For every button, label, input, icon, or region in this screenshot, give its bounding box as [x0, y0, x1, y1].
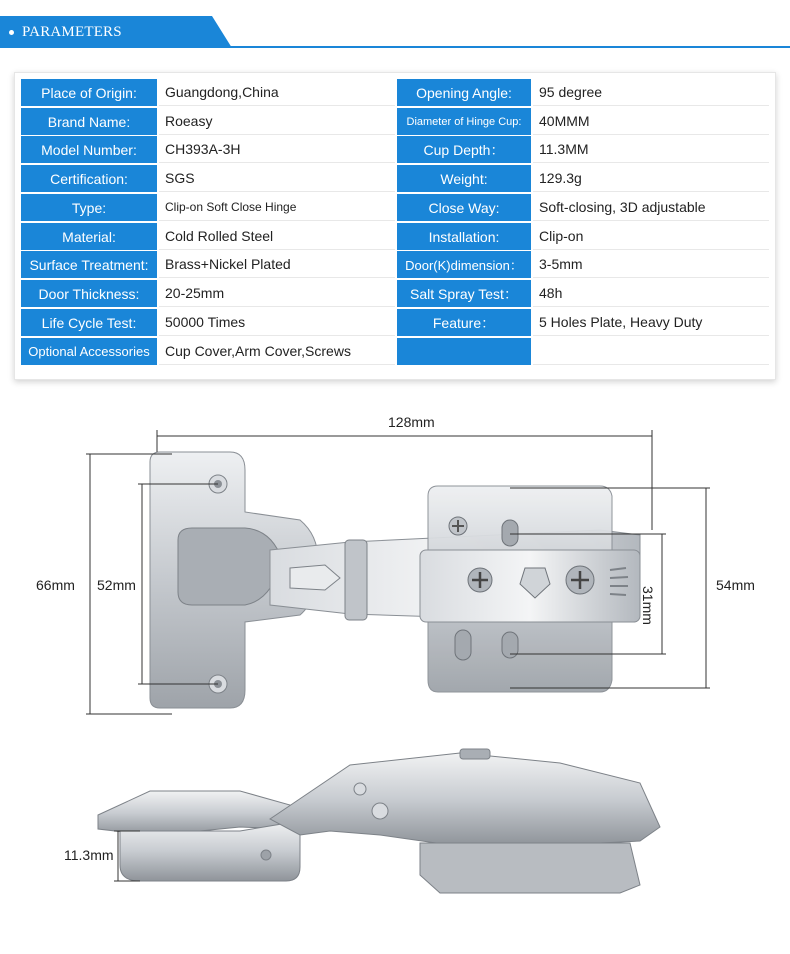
param-label: Material:: [21, 223, 157, 250]
param-label: Type:: [21, 194, 157, 221]
dimension-height-label: 66mm: [36, 577, 75, 593]
param-value: 5 Holes Plate, Heavy Duty: [533, 309, 769, 336]
param-label: Optional Accessories: [21, 338, 157, 365]
param-value: Clip-on: [533, 223, 769, 250]
param-value: Guangdong,China: [159, 79, 395, 106]
header-underline: [0, 46, 790, 48]
dimension-hole-spacing-label: 52mm: [97, 577, 136, 593]
param-label-empty: [397, 338, 531, 365]
param-label: Surface Treatment:: [21, 251, 157, 278]
param-value: 95 degree: [533, 79, 769, 106]
param-label: Opening Angle:: [397, 79, 531, 106]
param-label: Close Way:: [397, 194, 531, 221]
param-value: Cold Rolled Steel: [159, 223, 395, 250]
param-label: Place of Origin:: [21, 79, 157, 106]
param-value: 40MMM: [533, 108, 769, 135]
param-value: 11.3MM: [533, 136, 769, 163]
param-label: Certification:: [21, 165, 157, 192]
table-row: [21, 108, 769, 135]
param-label: Door Thickness:: [21, 280, 157, 307]
param-label: Brand Name:: [21, 108, 157, 135]
table-row: [21, 251, 769, 278]
table-row: [21, 338, 769, 365]
param-label: Salt Spray Test：: [397, 280, 531, 307]
hinge-side-view: [0, 735, 790, 949]
param-value: 20-25mm: [159, 280, 395, 307]
param-value: 129.3g: [533, 165, 769, 192]
param-value: Clip-on Soft Close Hinge: [159, 194, 395, 221]
table-row: [21, 194, 769, 221]
param-value: Soft-closing, 3D adjustable: [533, 194, 769, 221]
param-value: 3-5mm: [533, 251, 769, 278]
param-value: SGS: [159, 165, 395, 192]
param-label: Installation:: [397, 223, 531, 250]
param-label: Model Number:: [21, 136, 157, 163]
param-label: Weight:: [397, 165, 531, 192]
table-row: [21, 79, 769, 106]
param-value-empty: [533, 338, 769, 365]
param-label: Cup Depth：: [397, 136, 531, 163]
dimension-cup-depth-label: 11.3mm: [64, 847, 114, 863]
hinge-side-shape: [98, 749, 660, 893]
parameters-table: [14, 72, 776, 380]
param-value: 50000 Times: [159, 309, 395, 336]
param-value: CH393A-3H: [159, 136, 395, 163]
section-title: PARAMETERS: [22, 24, 122, 40]
table-row: [21, 223, 769, 250]
hinge-top-view: [0, 400, 790, 720]
table-row: [21, 309, 769, 336]
dimension-plate-height-label: 54mm: [716, 577, 755, 593]
param-label: Door(K)dimension：: [397, 251, 531, 278]
section-header: [0, 0, 790, 50]
table-row: [21, 136, 769, 163]
param-value: 48h: [533, 280, 769, 307]
hinge-mounting-plate: [420, 486, 640, 692]
param-label: Feature：: [397, 309, 531, 336]
bullet-icon: [9, 30, 14, 35]
param-value: Cup Cover,Arm Cover,Screws: [159, 338, 395, 365]
table-row: [21, 280, 769, 307]
dimension-width-label: 128mm: [388, 414, 435, 430]
param-value: Brass+Nickel Plated: [159, 251, 395, 278]
dimension-plate-holes-label: 31mm: [640, 586, 656, 625]
param-label: Diameter of Hinge Cup:: [397, 108, 531, 135]
param-value: Roeasy: [159, 108, 395, 135]
table-row: [21, 165, 769, 192]
param-label: Life Cycle Test:: [21, 309, 157, 336]
